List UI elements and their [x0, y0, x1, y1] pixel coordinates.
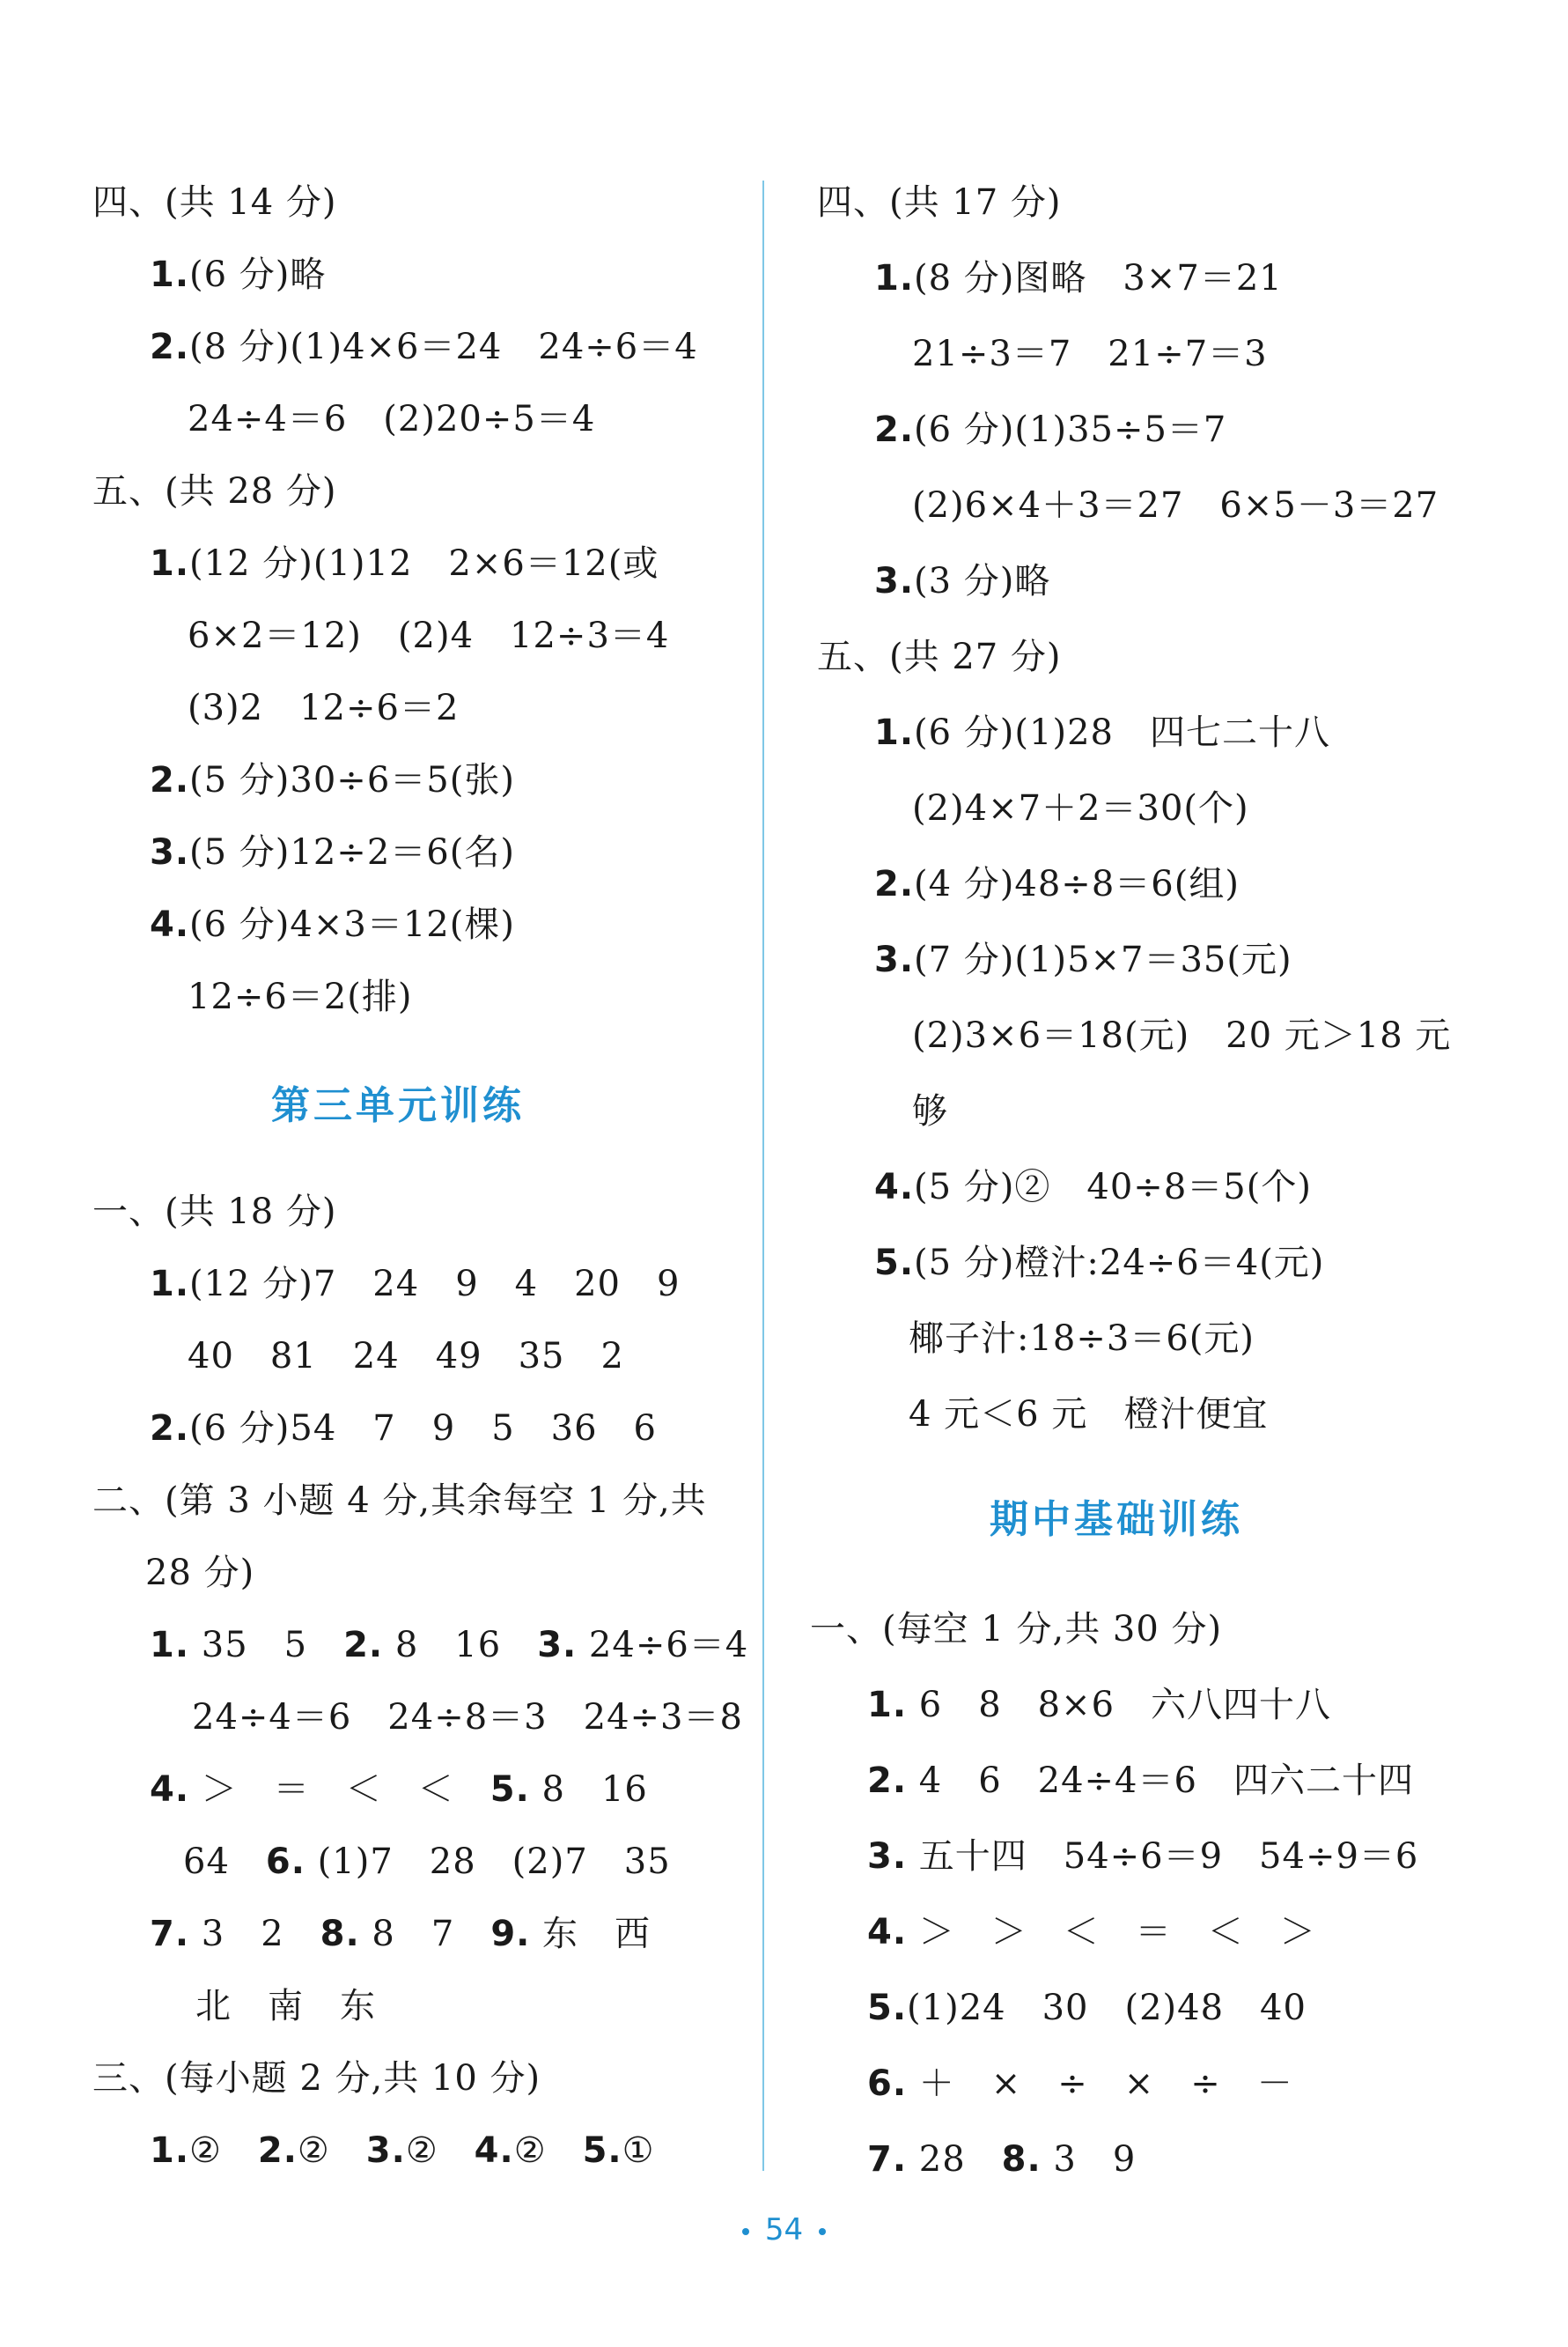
answer-line [150, 2129, 654, 2172]
answer-line [867, 1987, 1307, 2029]
answer-line [150, 1624, 748, 1666]
answer-line [867, 1835, 1418, 1878]
question-number: 4. [867, 1912, 908, 1952]
unit-title: 第三单元训练 [271, 1083, 525, 1128]
question-number: 2. [257, 2130, 298, 2171]
question-number: 1. [150, 2130, 190, 2171]
answer-line [150, 254, 326, 296]
question-number: 5. [582, 2130, 622, 2171]
answer-text: (5 分)12÷2＝6(名) [189, 832, 515, 873]
answer-text: (5 分)橙汁:24÷6＝4(元) [914, 1243, 1325, 1283]
answer-text: (12 分)7 24 9 4 20 9 [189, 1264, 681, 1304]
question-number: 1. [150, 255, 190, 295]
answer-line [150, 1913, 651, 1955]
column-divider [762, 181, 764, 2171]
question-number: 5. [874, 1243, 915, 1283]
question-number: 3. [365, 2130, 406, 2171]
page-number: 54 [764, 2212, 804, 2247]
answer-line [150, 1263, 680, 1305]
answer-line: (2)3×6＝18(元) 20 元＞18 元 [912, 1015, 1452, 1056]
answer-text: 35 5 [189, 1625, 344, 1665]
answer-text: ② [189, 2130, 258, 2171]
question-number: 1. [874, 712, 915, 753]
answer-text: (6 分)4×3＝12(棵) [189, 904, 515, 945]
answer-text: (1)7 28 (2)7 35 [305, 1841, 671, 1882]
answer-line: 4 元＜6 元 橙汁便宜 [909, 1394, 1269, 1435]
question-number: 8. [1001, 2139, 1042, 2180]
answer-line [874, 1242, 1324, 1284]
question-number: 2. [867, 1760, 908, 1801]
answer-line [874, 560, 1050, 602]
answer-text: (6 分)(1)35÷5＝7 [914, 410, 1227, 450]
page-number-footer [0, 2212, 1568, 2247]
answer-line [150, 542, 659, 585]
question-number: 3. [874, 561, 915, 602]
answer-text: (1)24 30 (2)48 40 [907, 1988, 1307, 2028]
answer-text: (6 分)(1)28 四七二十八 [914, 712, 1330, 753]
answer-text: (12 分)(1)12 2×6＝12(或 [189, 543, 659, 584]
answer-line [183, 1841, 671, 1883]
question-number: 8. [320, 1914, 360, 1954]
answer-text: (3 分)略 [914, 561, 1051, 602]
answer-line: 6×2＝12) (2)4 12÷3＝4 [188, 616, 670, 656]
answer-text: (4 分)48÷8＝6(组) [914, 864, 1240, 904]
answer-line [874, 257, 1283, 299]
answer-line [150, 904, 515, 946]
question-number: 2. [343, 1625, 384, 1665]
answer-text: (6 分)略 [189, 255, 327, 295]
question-number: 4. [150, 904, 190, 945]
answer-text: 东 西 [530, 1914, 651, 1954]
answer-line: (2)6×4＋3＝27 6×5－3＝27 [912, 485, 1439, 526]
answer-line: (2)4×7＋2＝30(个) [912, 788, 1249, 829]
section-heading: 三、(每小题 2 分,共 10 分) [92, 2058, 541, 2099]
answer-line: 够 [912, 1091, 948, 1132]
question-number: 4. [874, 1167, 915, 1207]
answer-text: (8 分)(1)4×6＝24 24÷6＝4 [189, 327, 698, 367]
answer-text: 6 8 8×6 六八四十八 [907, 1685, 1332, 1725]
answer-line [874, 1166, 1312, 1208]
answer-text: ＞ ＞ ＜ ＝ ＜ ＞ [907, 1912, 1316, 1952]
answer-line: 24÷4＝6 24÷8＝3 24÷3＝8 [192, 1697, 743, 1738]
answer-text: ① [622, 2130, 655, 2171]
section-heading: 四、(共 17 分) [817, 182, 1062, 223]
question-number: 6. [265, 1841, 306, 1882]
question-number: 7. [867, 2139, 908, 2180]
answer-line: 24÷4＝6 (2)20÷5＝4 [188, 399, 596, 439]
answer-text: (7 分)(1)5×7＝35(元) [914, 940, 1292, 980]
answer-text: 64 [183, 1841, 266, 1882]
section-heading: 一、(共 18 分) [92, 1192, 337, 1232]
question-number: 7. [150, 1914, 190, 1954]
answer-text: 五十四 54÷6＝9 54÷9＝6 [907, 1836, 1419, 1877]
answer-line [874, 863, 1240, 905]
answer-line: 北 南 东 [195, 1986, 376, 2026]
answer-line [150, 326, 698, 368]
answer-line [150, 759, 515, 801]
answer-text: 8 7 [359, 1914, 491, 1954]
section-heading: 一、(每空 1 分,共 30 分) [810, 1609, 1223, 1650]
answer-text: (8 分)图略 3×7＝21 [914, 258, 1283, 299]
question-number: 4. [150, 1769, 190, 1810]
question-number: 5. [490, 1769, 530, 1810]
section-heading: 五、(共 28 分) [92, 471, 337, 512]
question-number: 6. [867, 2063, 908, 2104]
answer-line [867, 1911, 1316, 1953]
section-heading: 五、(共 27 分) [817, 637, 1062, 677]
answer-text: 3 9 [1041, 2139, 1137, 2180]
answer-line [150, 831, 515, 874]
answer-text: ＞ ＝ ＜ ＜ [189, 1769, 490, 1810]
answer-text: ② [297, 2130, 366, 2171]
answer-line [874, 712, 1330, 754]
question-number: 2. [150, 1408, 190, 1449]
unit-title: 期中基础训练 [990, 1497, 1243, 1542]
answer-line [867, 2138, 1136, 2181]
question-number: 4. [474, 2130, 514, 2171]
answer-line: 椰子汁:18÷3＝6(元) [909, 1318, 1255, 1359]
question-number: 1. [867, 1685, 908, 1725]
section-heading-cont: 28 分) [145, 1553, 255, 1593]
answer-line [867, 1760, 1414, 1802]
answer-line [150, 1407, 657, 1450]
question-number: 9. [490, 1914, 531, 1954]
question-number: 5. [867, 1988, 908, 2028]
answer-text: ② [513, 2130, 583, 2171]
answer-text: 28 [907, 2139, 1002, 2180]
answer-line [867, 1684, 1331, 1726]
answer-text: 24÷6＝4 [577, 1625, 749, 1665]
answer-line [874, 939, 1292, 981]
answer-text: 3 2 [189, 1914, 320, 1954]
answer-line: 40 81 24 49 35 2 [188, 1336, 624, 1376]
question-number: 3. [150, 832, 190, 873]
question-number: 2. [150, 327, 190, 367]
section-heading: 二、(第 3 小题 4 分,其余每空 1 分,共 [92, 1480, 707, 1521]
bullet-dot-icon [742, 2228, 749, 2235]
question-number: 2. [874, 410, 915, 450]
question-number: 3. [867, 1836, 908, 1877]
answer-line: 21÷3＝7 21÷7＝3 [912, 334, 1268, 374]
question-number: 1. [874, 258, 915, 299]
answer-text: 8 16 [529, 1769, 648, 1810]
question-number: 1. [150, 1264, 190, 1304]
question-number: 3. [537, 1625, 578, 1665]
answer-text: (6 分)54 7 9 5 36 6 [189, 1408, 657, 1449]
answer-line [874, 409, 1226, 451]
bullet-dot-icon [819, 2228, 826, 2235]
answer-line: (3)2 12÷6＝2 [188, 688, 460, 728]
answer-text: 4 6 24÷4＝6 四六二十四 [907, 1760, 1414, 1801]
answer-text: ＋ × ÷ × ÷ － [907, 2063, 1293, 2104]
answer-text: (5 分)② 40÷8＝5(个) [914, 1167, 1312, 1207]
answer-line: 12÷6＝2(排) [188, 977, 413, 1017]
question-number: 1. [150, 543, 190, 584]
question-number: 3. [874, 940, 915, 980]
question-number: 1. [150, 1625, 190, 1665]
section-heading: 四、(共 14 分) [92, 182, 337, 223]
question-number: 2. [150, 760, 190, 801]
answer-line [150, 1768, 648, 1811]
answer-text: 8 16 [383, 1625, 538, 1665]
question-number: 2. [874, 864, 915, 904]
answer-text: ② [405, 2130, 475, 2171]
answer-line [867, 2063, 1293, 2105]
answer-text: (5 分)30÷6＝5(张) [189, 760, 515, 801]
